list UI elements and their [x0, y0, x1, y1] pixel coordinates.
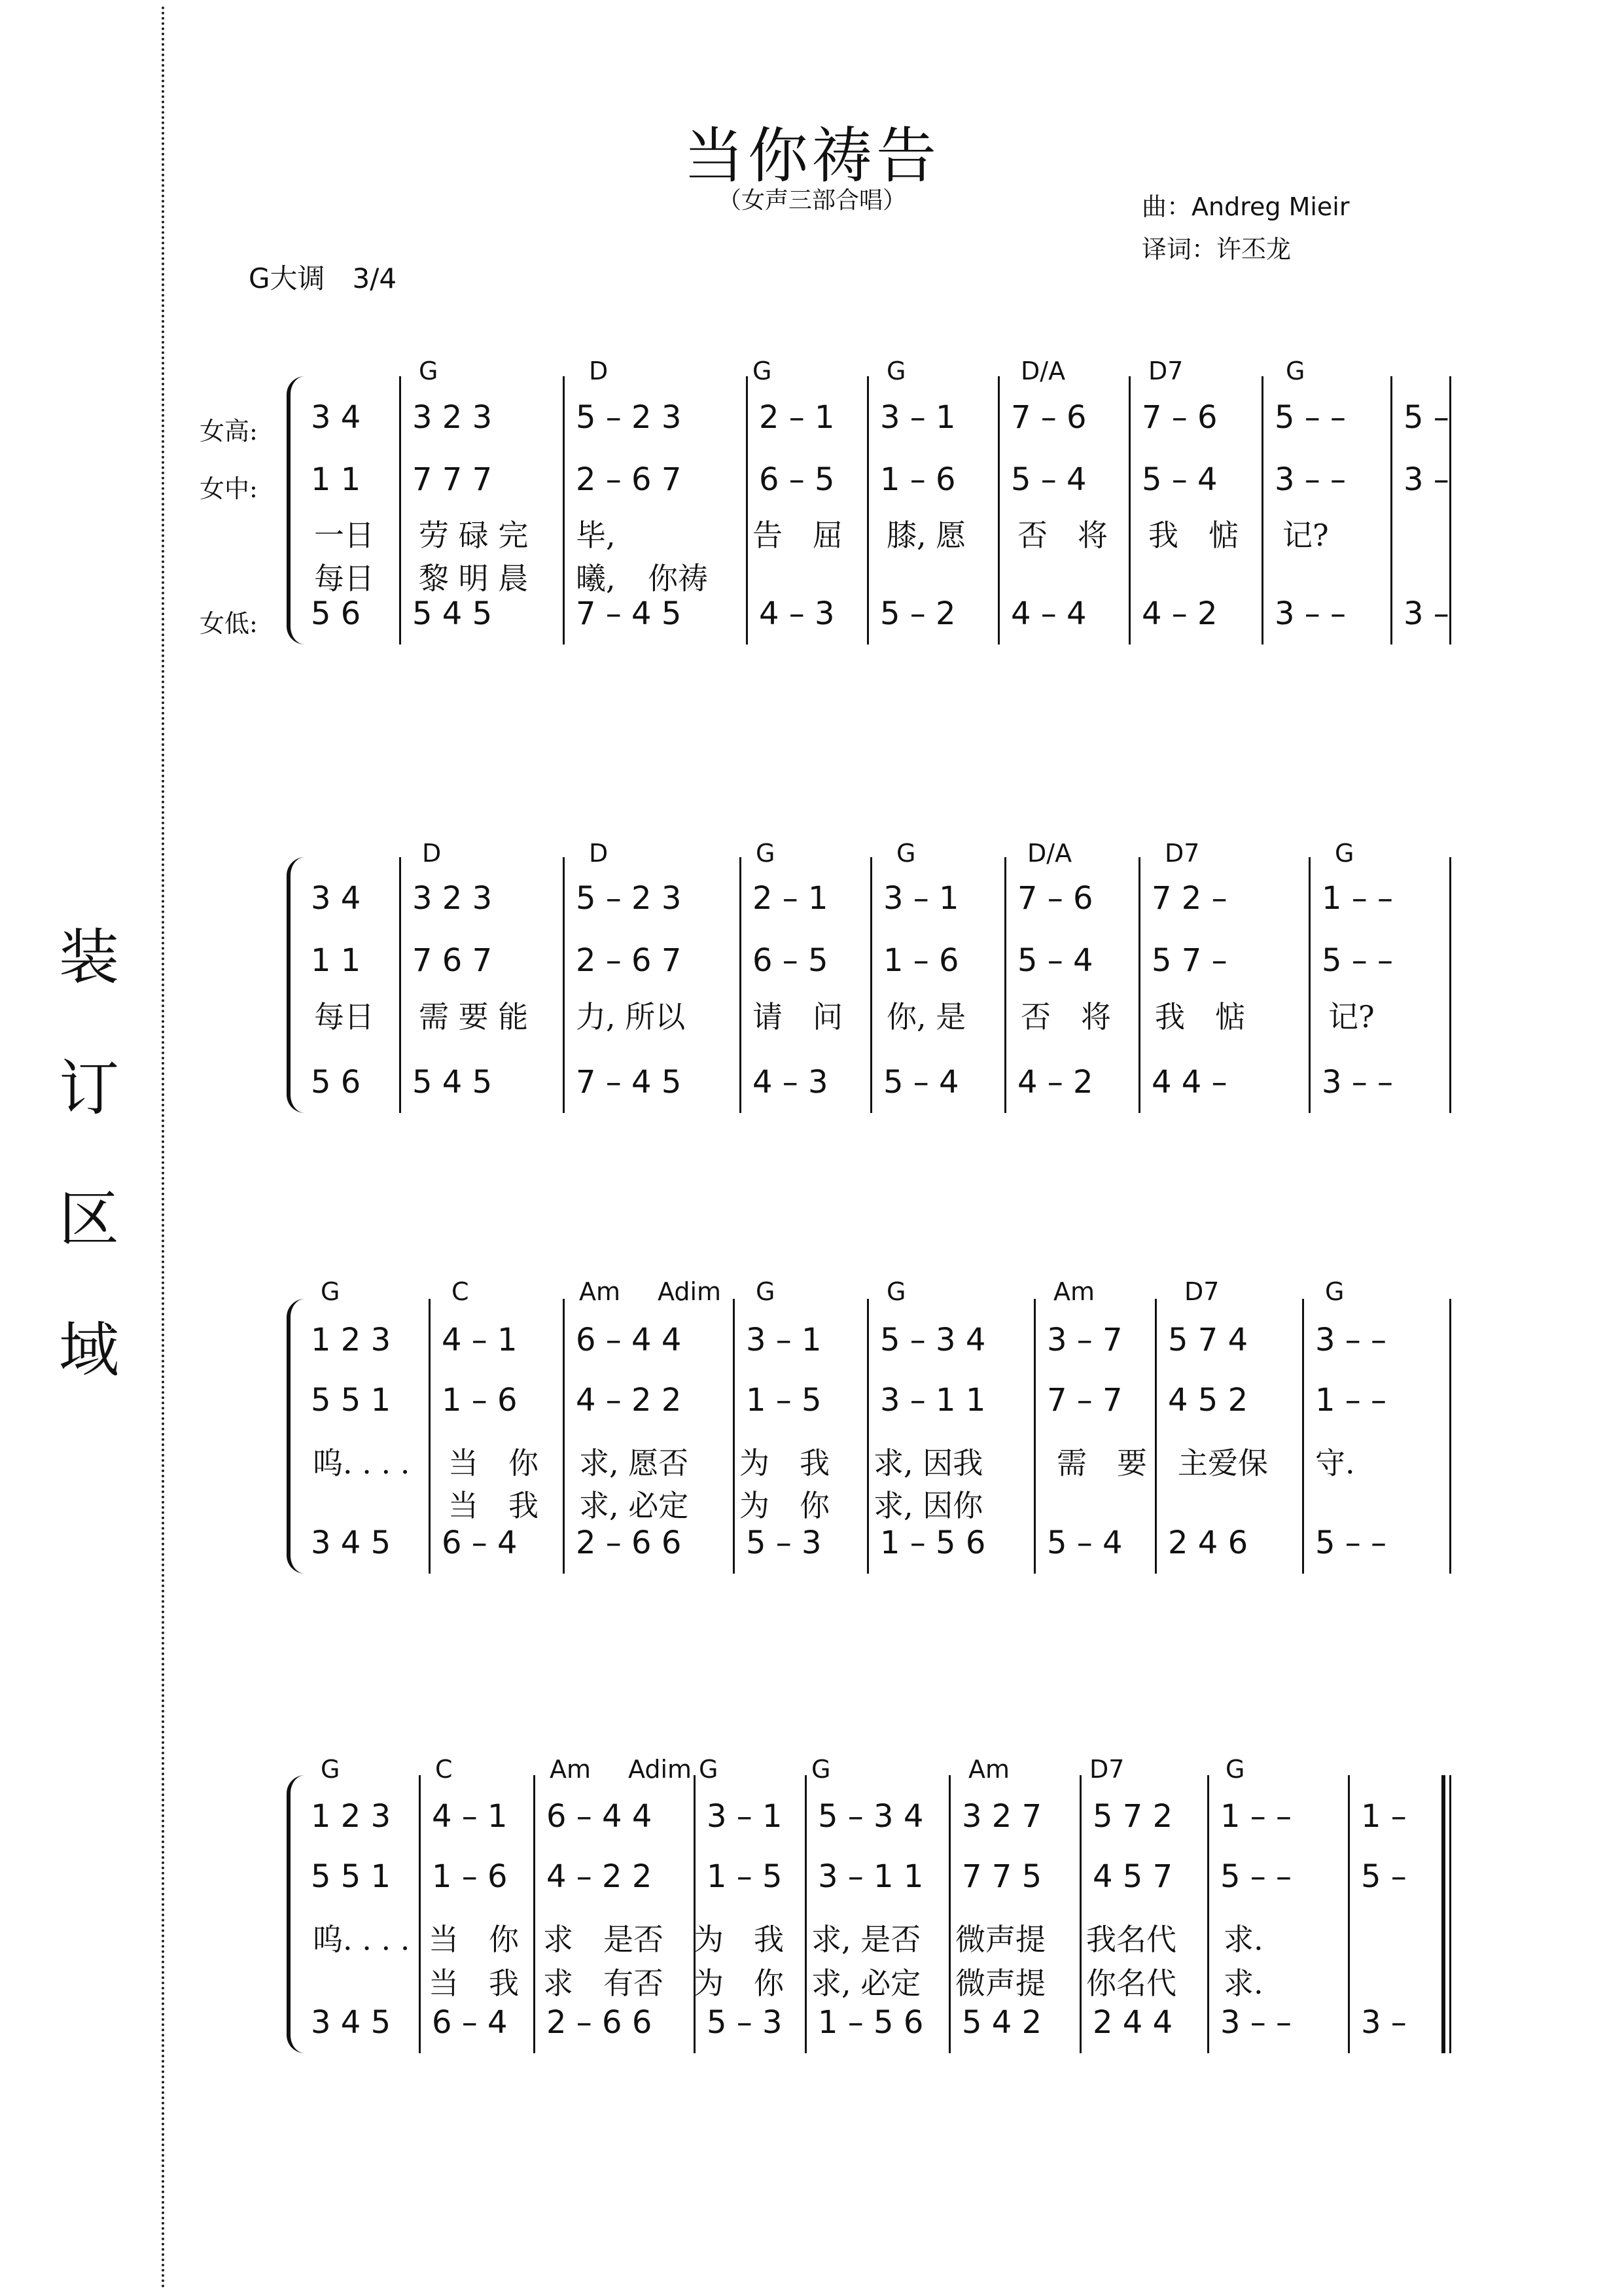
note-bass: 4 – 4 — [1011, 595, 1087, 632]
bar-line — [870, 857, 872, 1113]
note-bass: 4 – 3 — [759, 595, 835, 632]
final-bar-line — [1441, 1775, 1445, 2053]
chord-symbol: D7 — [1184, 1277, 1220, 1306]
note-bass: 6 – 4 — [442, 1525, 518, 1561]
note-alto: 1 – 5 — [746, 1382, 822, 1419]
system-brace — [287, 376, 305, 645]
note-alto: 3 – 1 1 — [818, 1858, 924, 1895]
note-soprano: 6 – 4 4 — [546, 1798, 652, 1835]
chord-symbol: D — [422, 839, 442, 868]
lyric-line-1: 求, 因我 — [874, 1445, 983, 1481]
chord-symbol: G — [1335, 839, 1354, 868]
chord-symbol: D — [589, 839, 609, 868]
note-alto: 7 6 7 — [412, 942, 493, 979]
lyric-line-1: 求 是否 — [543, 1922, 663, 1957]
bar-line — [998, 376, 1000, 645]
note-bass: 4 – 3 — [752, 1064, 828, 1101]
bar-line — [733, 1299, 735, 1574]
note-soprano: 1 – – — [1220, 1798, 1292, 1835]
note-alto: 1 – 6 — [883, 942, 959, 979]
note-soprano: 7 2 – — [1152, 880, 1227, 917]
note-soprano: 7 – 6 — [1011, 399, 1087, 436]
lyric-line-1: 我 惦 — [1148, 518, 1239, 553]
bar-line — [805, 1775, 807, 2053]
lyric-line-1: 主爱保 — [1178, 1445, 1268, 1481]
note-bass: 3 – – — [1275, 595, 1347, 632]
lyric-line-2: 求. — [1224, 1966, 1263, 2001]
note-alto: 2 – 6 7 — [576, 942, 682, 979]
note-alto: 1 – 6 — [880, 461, 956, 498]
note-bass: 5 6 — [311, 595, 361, 632]
lyric-line-1: 你, 是 — [887, 999, 966, 1034]
note-soprano: 4 – 1 — [442, 1322, 518, 1358]
note-soprano: 2 – 1 — [759, 399, 835, 436]
margin-char: 装 — [59, 923, 120, 993]
bar-line — [1262, 376, 1263, 645]
system-brace — [287, 1299, 305, 1574]
bar-line — [1139, 857, 1140, 1113]
bar-line — [867, 1299, 869, 1574]
note-bass: 5 6 — [311, 1064, 361, 1101]
bar-line — [1449, 1299, 1451, 1574]
composer-credit: 曲：Andreg Mieir — [1142, 192, 1350, 221]
note-soprano: 3 – 1 — [883, 880, 959, 917]
note-bass: 1 – 5 6 — [818, 2004, 924, 2041]
note-soprano: 3 – – — [1315, 1322, 1387, 1358]
note-alto: 5 – 4 — [1142, 461, 1218, 498]
note-bass: 1 – 5 6 — [880, 1525, 986, 1561]
bar-line — [1302, 1299, 1304, 1574]
note-bass: 4 – 2 — [1142, 595, 1218, 632]
chord-symbol: D7 — [1148, 357, 1184, 385]
note-soprano: 1 – – — [1322, 880, 1394, 917]
note-alto: 3 – 1 1 — [880, 1382, 986, 1419]
note-alto: 5 – 4 — [1011, 461, 1087, 498]
chord-symbol: G — [896, 839, 916, 868]
note-alto: 1 – 6 — [442, 1382, 518, 1419]
lyric-line-1: 需 要 — [1057, 1445, 1147, 1481]
note-soprano: 3 – 7 — [1047, 1322, 1123, 1358]
note-soprano: 3 – 1 — [746, 1322, 822, 1358]
bar-line — [1034, 1299, 1036, 1574]
note-soprano: 5 7 4 — [1168, 1322, 1248, 1358]
note-bass: 3 – — [1361, 2004, 1407, 2041]
bar-line — [1155, 1299, 1157, 1574]
bar-line — [429, 1299, 431, 1574]
note-alto: 4 – 2 2 — [546, 1858, 652, 1895]
note-bass: 5 4 5 — [412, 595, 493, 632]
bar-line — [1004, 857, 1006, 1113]
note-soprano: 6 – 4 4 — [576, 1322, 682, 1358]
lyric-line-1: 为 我 — [739, 1445, 830, 1481]
chord-symbol: Am — [968, 1755, 1010, 1784]
voice-label-soprano: 女高: — [200, 417, 258, 446]
note-bass: 2 4 6 — [1168, 1525, 1248, 1561]
lyric-line-2: 求, 必定 — [811, 1966, 921, 2001]
lyric-line-2: 求 有否 — [543, 1966, 663, 2001]
bar-line — [1390, 376, 1392, 645]
chord-symbol: Adim — [658, 1277, 722, 1306]
note-soprano: 3 4 — [311, 399, 361, 436]
chord-symbol: G — [321, 1277, 340, 1306]
chord-symbol: G — [811, 1755, 831, 1784]
note-alto: 7 7 7 — [412, 461, 493, 498]
lyric-line-2: 当 我 — [448, 1488, 538, 1523]
note-bass: 5 4 5 — [412, 1064, 493, 1101]
lyric-line-2: 为 你 — [739, 1488, 830, 1523]
note-soprano: 5 – – — [1275, 399, 1347, 436]
bar-line — [949, 1775, 951, 2053]
note-alto: 6 – 5 — [759, 461, 835, 498]
lyric-line-1: 呜. . . . — [313, 1445, 410, 1481]
lyric-line-2: 求, 因你 — [874, 1488, 983, 1523]
key-time-signature: G大调 3/4 — [249, 262, 397, 294]
chord-symbol: G — [419, 357, 438, 385]
system-brace — [287, 857, 305, 1113]
lyric-line-1: 当 你 — [429, 1922, 519, 1957]
chord-symbol: C — [435, 1755, 453, 1784]
lyric-line-1: 劳 碌 完 — [419, 518, 529, 553]
voice-label-alto: 女中: — [200, 474, 258, 503]
bar-line — [1207, 1775, 1209, 2053]
lyric-line-2: 求, 必定 — [579, 1488, 689, 1523]
note-alto: 5 – 4 — [1017, 942, 1093, 979]
lyric-line-1: 当 你 — [448, 1445, 538, 1481]
lyric-line-1: 求, 愿否 — [579, 1445, 689, 1481]
lyric-line-1: 每日 — [314, 999, 374, 1034]
bar-line — [867, 376, 869, 645]
lyric-line-2: 微声提 — [955, 1966, 1046, 2001]
lyric-line-1: 力, 所以 — [576, 999, 686, 1034]
note-soprano: 7 – 6 — [1017, 880, 1093, 917]
note-alto: 1 – 6 — [432, 1858, 508, 1895]
note-bass: 5 – 3 — [746, 1525, 822, 1561]
system-brace — [287, 1775, 305, 2053]
lyric-line-1: 记? — [1282, 518, 1329, 553]
chord-symbol: D7 — [1089, 1755, 1125, 1784]
bar-line — [399, 376, 401, 645]
lyric-line-1: 求, 是否 — [811, 1922, 921, 1957]
note-bass: 4 4 – — [1152, 1064, 1227, 1101]
note-bass: 5 – – — [1315, 1525, 1387, 1561]
note-soprano: 1 2 3 — [311, 1322, 391, 1358]
note-bass: 3 – – — [1322, 1064, 1394, 1101]
lyric-line-1: 微声提 — [955, 1922, 1046, 1957]
note-alto: 1 1 — [311, 942, 361, 979]
note-bass: 5 – 4 — [883, 1064, 959, 1101]
chord-symbol: G — [887, 1277, 906, 1306]
chord-symbol: G — [887, 357, 906, 385]
note-bass: 7 – 4 5 — [576, 595, 682, 632]
note-soprano: 1 2 3 — [311, 1798, 391, 1835]
note-alto: 5 5 1 — [311, 1858, 391, 1895]
chord-symbol: G — [752, 357, 772, 385]
note-soprano: 7 – 6 — [1142, 399, 1218, 436]
lyric-line-2: 你名代 — [1086, 1966, 1176, 2001]
lyric-line-1: 我名代 — [1086, 1922, 1176, 1957]
bar-line — [419, 1775, 421, 2053]
note-bass: 5 – 3 — [707, 2004, 783, 2041]
bar-line — [533, 1775, 535, 2053]
bar-line — [563, 857, 565, 1113]
lyric-line-1: 我 惦 — [1155, 999, 1245, 1034]
lyric-line-1: 否 将 — [1021, 999, 1111, 1034]
lyric-line-2: 曦, — [576, 561, 616, 596]
note-alto: 7 7 5 — [962, 1858, 1042, 1895]
note-bass: 3 – – — [1220, 2004, 1292, 2041]
note-bass: 2 – 6 6 — [576, 1525, 682, 1561]
note-bass: 2 4 4 — [1093, 2004, 1173, 2041]
note-soprano: 1 – — [1361, 1798, 1407, 1835]
note-soprano: 4 – 1 — [432, 1798, 508, 1835]
lyric-line-2: 每日 — [314, 561, 374, 596]
note-soprano: 5 – 2 3 — [576, 399, 682, 436]
note-bass: 6 – 4 — [432, 2004, 508, 2041]
lyric-line-2: 黎 明 晨 — [419, 561, 529, 596]
note-alto: 3 – — [1403, 461, 1449, 498]
note-alto: 4 5 7 — [1093, 1858, 1173, 1895]
lyric-line-2: 为 你 — [694, 1966, 784, 2001]
chord-symbol: G — [699, 1755, 718, 1784]
lyric-line-1: 请 问 — [752, 999, 843, 1034]
note-soprano: 5 – 2 3 — [576, 880, 682, 917]
note-soprano: 3 – 1 — [707, 1798, 783, 1835]
note-soprano: 2 – 1 — [752, 880, 828, 917]
bar-line — [563, 376, 565, 645]
note-soprano: 3 4 — [311, 880, 361, 917]
bar-line — [399, 857, 401, 1113]
lyricist-credit: 译词：许丕龙 — [1142, 235, 1292, 264]
chord-symbol: D — [589, 357, 609, 385]
note-bass: 4 – 2 — [1017, 1064, 1093, 1101]
note-bass: 3 4 5 — [311, 1525, 391, 1561]
song-title: 当你祷告 — [683, 121, 940, 191]
note-alto: 6 – 5 — [752, 942, 828, 979]
note-alto: 1 – 5 — [707, 1858, 783, 1895]
bar-line — [746, 376, 748, 645]
note-soprano: 3 2 3 — [412, 399, 493, 436]
chord-symbol: G — [756, 839, 775, 868]
note-bass: 3 4 5 — [311, 2004, 391, 2041]
chord-symbol: G — [756, 1277, 775, 1306]
bar-line — [1449, 1775, 1451, 2053]
lyric-line-1: 毕, — [576, 518, 616, 553]
bar-line — [563, 1299, 565, 1574]
bar-line — [1449, 857, 1451, 1113]
note-alto: 2 – 6 7 — [576, 461, 682, 498]
lyric-line-1: 守. — [1315, 1445, 1355, 1481]
note-alto: 5 7 – — [1152, 942, 1227, 979]
chord-symbol: Am — [1053, 1277, 1095, 1306]
voice-label-bass: 女低: — [200, 609, 258, 638]
lyric-line-2: 当 我 — [429, 1966, 519, 2001]
bar-line — [1309, 857, 1311, 1113]
chord-symbol: Am — [550, 1755, 591, 1784]
chord-symbol: D/A — [1027, 839, 1072, 868]
note-soprano: 3 – 1 — [880, 399, 956, 436]
lyric-line-1: 求. — [1224, 1922, 1263, 1957]
lyric-line-1: 否 将 — [1017, 518, 1108, 553]
note-bass: 7 – 4 5 — [576, 1064, 682, 1101]
chord-symbol: G — [1226, 1755, 1245, 1784]
bar-line — [1080, 1775, 1082, 2053]
bar-line — [1129, 376, 1131, 645]
chord-symbol: D/A — [1021, 357, 1066, 385]
margin-char: 域 — [59, 1315, 120, 1385]
song-subtitle: （女声三部合唱） — [717, 187, 906, 214]
note-alto: 1 – – — [1315, 1382, 1387, 1419]
note-bass: 5 – 4 — [1047, 1525, 1123, 1561]
note-alto: 4 – 2 2 — [576, 1382, 682, 1419]
note-bass: 3 – — [1403, 595, 1449, 632]
lyric-line-1: 记? — [1328, 999, 1375, 1034]
note-alto: 3 – – — [1275, 461, 1347, 498]
lyric-line-1: 膝, 愿 — [887, 518, 966, 553]
note-alto: 1 1 — [311, 461, 361, 498]
note-soprano: 5 – 3 4 — [818, 1798, 924, 1835]
lyric-line-1: 告 屈 — [752, 518, 843, 553]
chord-symbol: D7 — [1165, 839, 1200, 868]
chord-symbol: Adim — [628, 1755, 692, 1784]
bar-line — [694, 1775, 696, 2053]
lyric-line-2: 你祷 — [648, 561, 708, 596]
note-alto: 5 – — [1361, 1858, 1407, 1895]
binding-margin-line — [162, 7, 164, 2290]
bar-line — [1348, 1775, 1350, 2053]
chord-symbol: C — [451, 1277, 469, 1306]
note-soprano: 5 7 2 — [1093, 1798, 1173, 1835]
bar-line — [739, 857, 741, 1113]
note-soprano: 5 – — [1403, 399, 1449, 436]
lyric-line-1: 为 我 — [694, 1922, 784, 1957]
margin-char: 区 — [59, 1184, 120, 1254]
note-alto: 5 – – — [1322, 942, 1394, 979]
chord-symbol: G — [321, 1755, 340, 1784]
note-bass: 5 4 2 — [962, 2004, 1042, 2041]
note-bass: 2 – 6 6 — [546, 2004, 652, 2041]
note-alto: 4 5 2 — [1168, 1382, 1248, 1419]
note-bass: 5 – 2 — [880, 595, 956, 632]
note-soprano: 3 2 7 — [962, 1798, 1042, 1835]
bar-line — [1449, 376, 1451, 645]
note-soprano: 3 2 3 — [412, 880, 493, 917]
note-alto: 5 – – — [1220, 1858, 1292, 1895]
note-soprano: 5 – 3 4 — [880, 1322, 986, 1358]
chord-symbol: G — [1286, 357, 1305, 385]
lyric-line-1: 需 要 能 — [419, 999, 529, 1034]
chord-symbol: Am — [579, 1277, 621, 1306]
note-alto: 7 – 7 — [1047, 1382, 1123, 1419]
lyric-line-1: 呜. . . . — [313, 1922, 410, 1957]
chord-symbol: G — [1325, 1277, 1345, 1306]
lyric-line-1: 一日 — [314, 518, 374, 553]
margin-char: 订 — [59, 1053, 120, 1123]
note-alto: 5 5 1 — [311, 1382, 391, 1419]
